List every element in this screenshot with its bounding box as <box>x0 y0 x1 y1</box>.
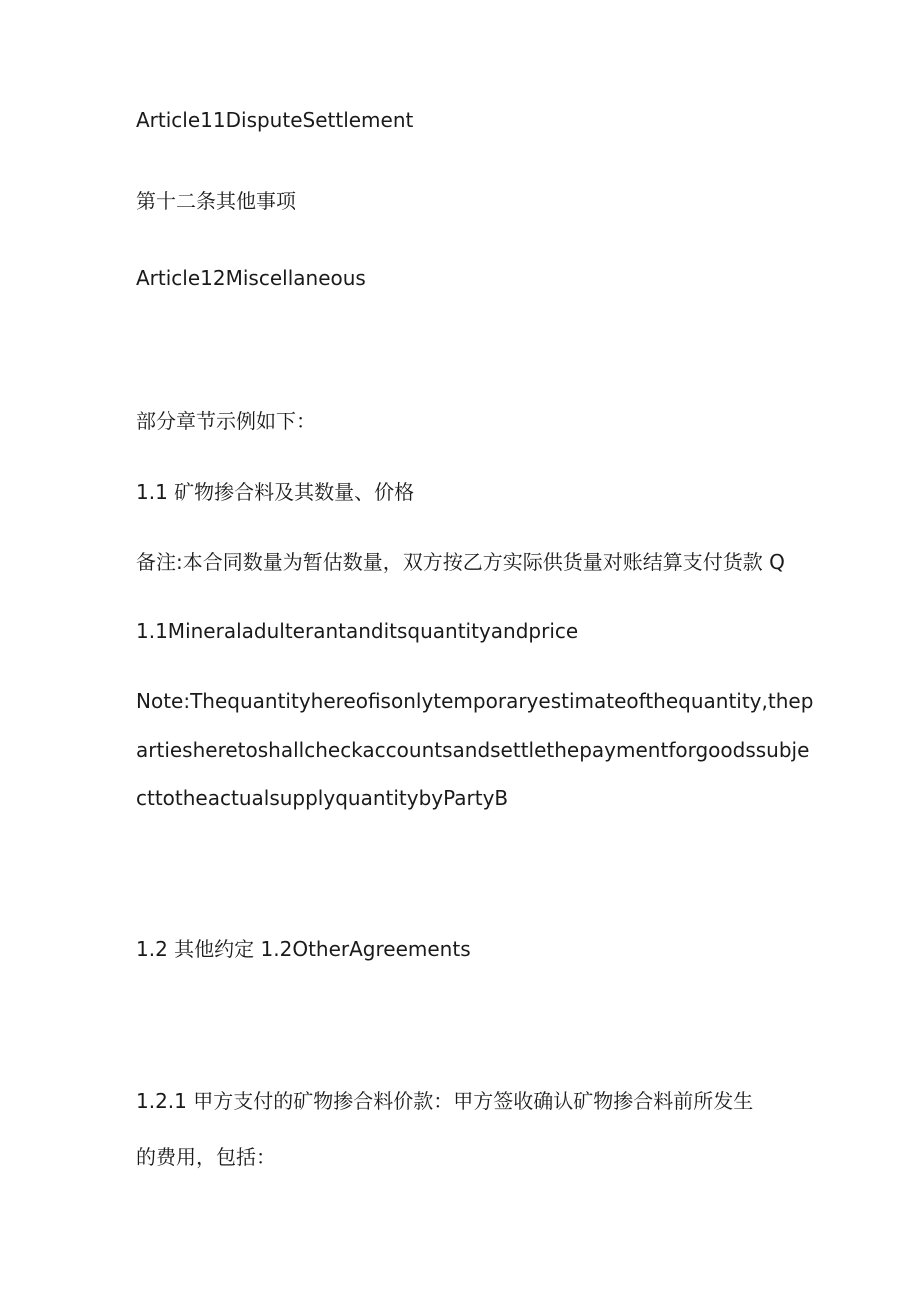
section-1-1-english-heading: 1.1Mineraladulterantanditsquantityandprice <box>136 619 579 643</box>
section-1-2-heading: 1.2 其他约定 1.2OtherAgreements <box>136 937 471 961</box>
note-english-line-2: artiesheretoshallcheckaccountsandsettlethepaymentforgoodssubje <box>136 738 810 762</box>
note-english-line-1: Note:Thequantityhereofisonlytemporaryestimateofthequantity,thep <box>136 689 814 713</box>
sample-intro: 部分章节示例如下： <box>136 409 316 433</box>
section-1-2-1-line-2: 的费用，包括： <box>136 1145 276 1169</box>
section-1-2-1-line-1: 1.2.1 甲方支付的矿物掺合料价款：甲方签收确认矿物掺合料前所发生 <box>136 1089 754 1113</box>
section-1-1-chinese-heading: 1.1 矿物掺合料及其数量、价格 <box>136 480 415 504</box>
article-12-title: Article12Miscellaneous <box>136 266 366 290</box>
note-chinese: 备注:本合同数量为暂估数量，双方按乙方实际供货量对账结算支付货款 Q <box>136 550 785 574</box>
article-11-title: Article11DisputeSettlement <box>136 108 414 132</box>
article-12-chinese-title: 第十二条其他事项 <box>136 189 296 213</box>
note-english-line-3: cttotheactualsupplyquantitybyPartyB <box>136 786 509 810</box>
